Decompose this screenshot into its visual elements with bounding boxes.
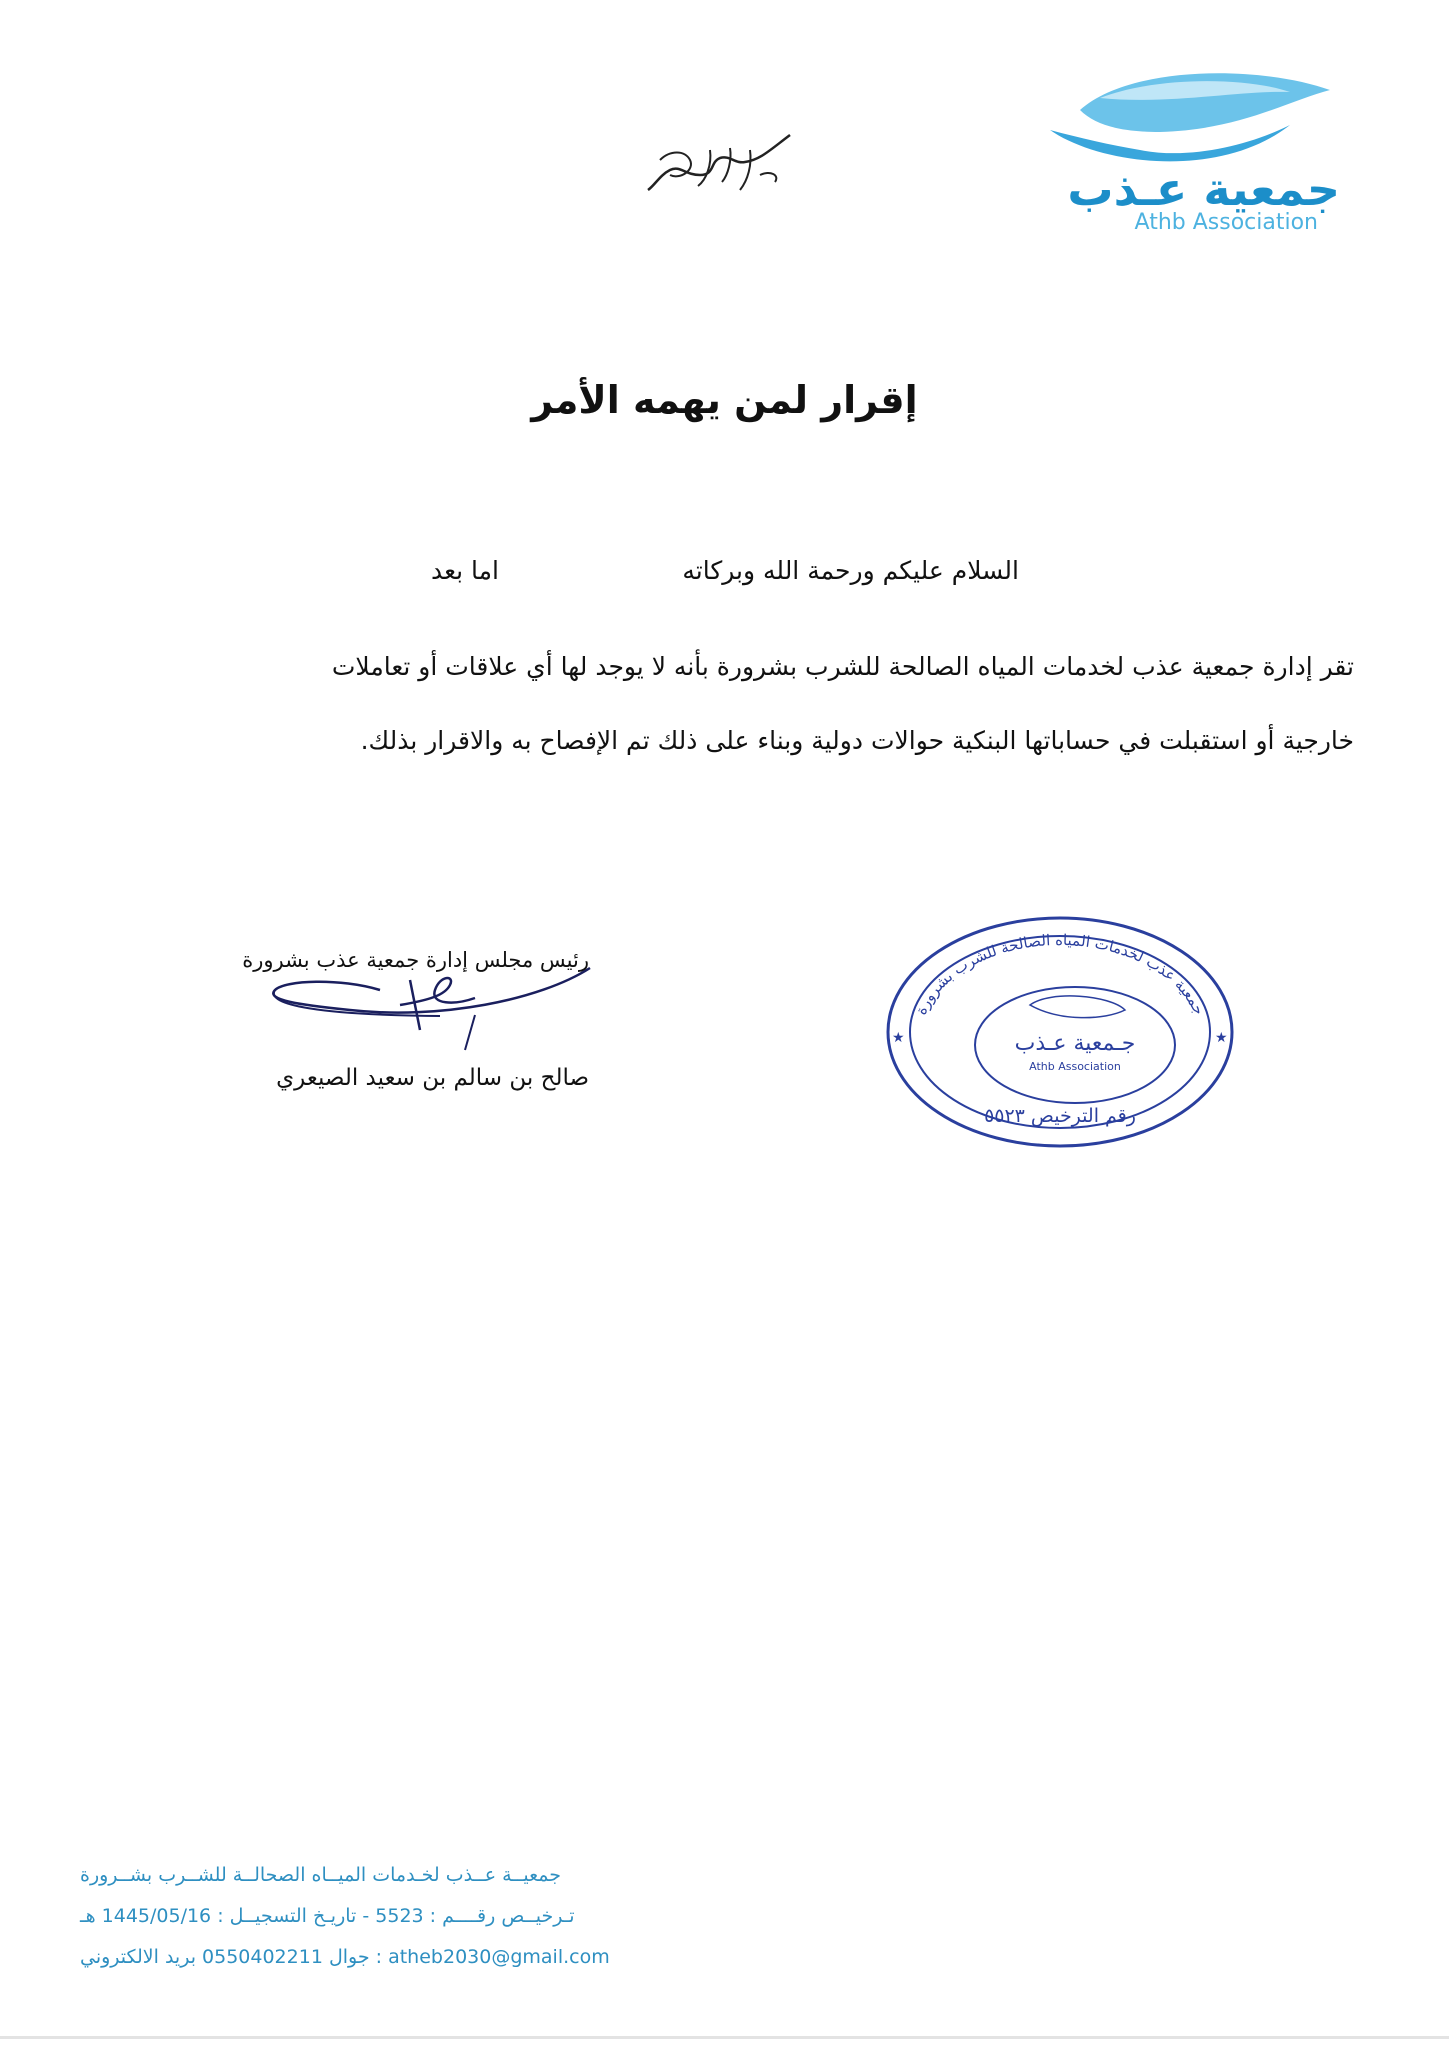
stamp-outer-text: جمعية عذب لخدمات المياه الصالحة للشرب بشرورة [911,930,1209,1018]
footer-line-name: جمعيــة عــذب لخـدمات الميــاه الصحالــة للشــرب بشــرورة [80,1864,562,1886]
bottom-divider [0,2036,1449,2039]
signatory-role: رئيس مجلس إدارة جمعية عذب بشرورة [242,948,589,972]
svg-text:جمعية عذب لخدمات المياه الصالح [912,931,1209,1018]
document-title: إقرار لمن يهمه الأمر [531,378,918,422]
stamp-english-text: Athb Association [1029,1060,1121,1073]
footer [80,1855,640,1978]
footer-line-license: تـرخيــص رقــــم : 5523 - تاريـخ التسجيــل : 1445/05/16 هـ [80,1905,575,1927]
body-line: خارجية أو استقبلت في حساباتها البنكية حوالات دولية وبناء على ذلك تم الإفصاح به والاقرار بذلك. [360,726,1354,755]
logo-english-text: Athb Association [1134,210,1318,235]
salutation: السلام عليكم ورحمة الله وبركاته [682,556,1019,585]
association-logo [1040,70,1340,240]
official-stamp [880,910,1240,1155]
stamp-license-text: رقم الترخيص ٥٥٢٣ [984,1105,1136,1127]
signatory-name: صالح بن سالم بن سعيد الصيعري [276,1065,589,1091]
salutation-after: اما بعد [430,556,499,585]
stamp-logo-text: جـمعية عـذب [1014,1031,1136,1056]
body-line: تقر إدارة جمعية عذب لخدمات المياه الصالحة للشرب بشرورة بأنه لا يوجد لها أي علاقات أو تعاملات [331,652,1354,681]
handwritten-signature [260,960,600,1070]
footer-line-contact: جوال 0550402211 بريد الالكتروني : atheb2030@gmail.com [80,1946,610,1968]
logo-arabic-text: جمعية عـذب [1067,162,1340,216]
svg-text:★: ★ [1215,1030,1228,1046]
basmala-calligraphy [640,120,800,210]
declaration-body [94,630,1354,778]
svg-text:★: ★ [892,1030,905,1046]
